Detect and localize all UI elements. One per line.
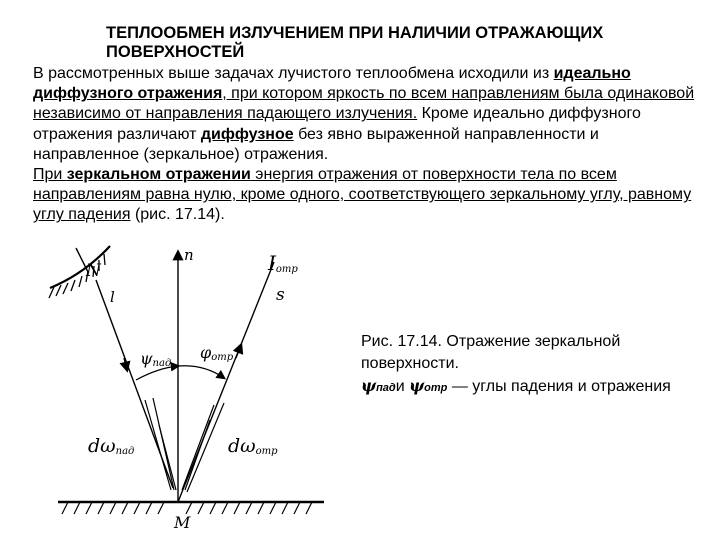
reflected-cone-line	[185, 420, 210, 490]
reflected-direction-label: s	[276, 285, 285, 305]
caption-conjunction: и	[395, 378, 410, 395]
reflected-ray	[178, 262, 274, 502]
point-m-label: M	[174, 513, 191, 530]
incident-cone-line	[145, 400, 171, 490]
slide-title: ТЕПЛООБМЕН ИЗЛУЧЕНИЕМ ПРИ НАЛИЧИИ ОТРАЖАЮЩИХ ПОВЕРХНОСТЕЙ	[106, 24, 604, 61]
incident-direction-label: l	[110, 288, 115, 306]
body-text	[33, 64, 701, 226]
incidence-angle-label: ψпад	[140, 349, 172, 369]
text-segment: Кроме идеально диффузного отражения различают	[33, 105, 641, 143]
psi-symbol: ψ	[361, 376, 377, 395]
text-segment: В рассмотренных выше задачах лучистого теплообмена исходили из	[33, 65, 554, 82]
text-segment-underlined: При	[33, 166, 67, 184]
reflection-diagram	[28, 240, 348, 530]
psi-subscript: пад	[376, 382, 396, 394]
text-segment-underlined: энергия отражения от поверхности тела по всем направлениям равна нулю, кроме одного, соответствующего зеркальному углу, равному углу падения	[33, 166, 692, 224]
psi-symbol: ψ	[409, 376, 425, 395]
reflected-cone-line	[187, 403, 224, 492]
caption-text: Рис. 17.14. Отражение зеркальной поверхности.	[361, 333, 621, 372]
source-normal-label: N	[86, 261, 101, 281]
reflected-cone-line	[182, 405, 214, 490]
text-segment: без явно выраженной направленности и направленное (зеркальное) отражения.	[33, 125, 599, 163]
figure-caption	[361, 331, 681, 399]
reflection-angle-arc	[178, 366, 224, 378]
diffuse-term: диффузное	[200, 125, 294, 143]
reflection-angle-label: φотр	[200, 343, 234, 363]
ideal-diffuse-term: идеально диффузного отражения	[33, 65, 631, 103]
reflected-intensity-label: Iотр	[268, 251, 298, 275]
normal-label: n	[184, 246, 194, 264]
text-segment-underlined: , при котором яркость по всем направлениям была одинаковой независимо от направления падающего излучения.	[33, 85, 695, 123]
reflected-ray-arrow	[236, 345, 241, 358]
specular-term: зеркальном отражении	[66, 166, 251, 184]
psi-subscript: отр	[424, 382, 448, 394]
reflected-solid-angle-label: dωотр	[228, 435, 278, 457]
reflection-diagram-svg	[28, 240, 348, 530]
incident-solid-angle-label: dωпад	[88, 435, 135, 457]
text-segment: (рис. 17.14).	[130, 206, 225, 224]
caption-text: — углы падения и отражения	[447, 378, 671, 395]
